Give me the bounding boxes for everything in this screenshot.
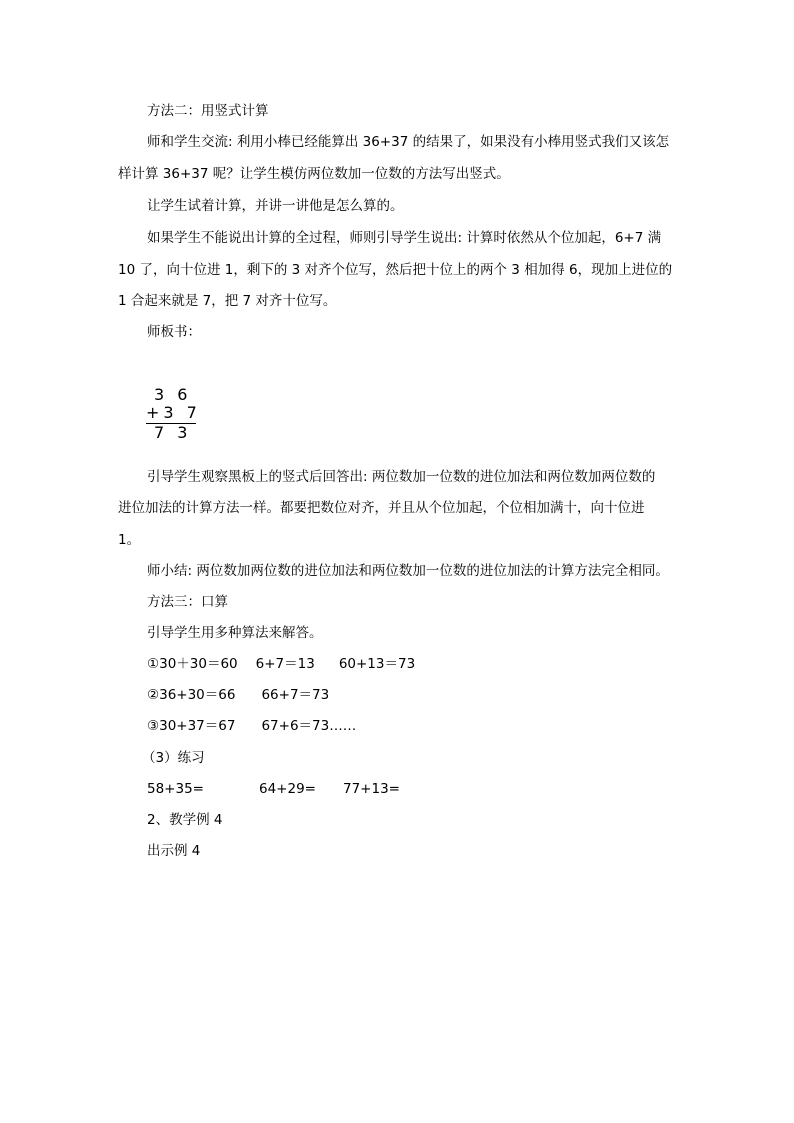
algorithm-row-1 [147,654,415,674]
algorithm-2-step-b: 66+7＝73 [261,687,330,703]
paragraph-1-line-2: 样计算 36+37 呢？让学生模仿两位数加一位数的方法写出竖式。 [118,166,510,182]
practice-heading: （3）练习 [142,750,205,766]
vertical-calculation [146,386,206,446]
exercise-2: 64+29= [259,781,316,797]
paragraph-3-line-1: 如果学生不能说出计算的全过程，师则引导学生说出: 计算时依然从个位加起，6+7 满 [147,230,662,246]
paragraph-4-line-1: 引导学生观察黑板上的竖式后回答出: 两位数加一位数的进位加法和两位数加两位数的 [147,469,656,485]
algorithm-1-step-b: 6+7＝13 [255,656,315,672]
algorithm-2-step-a: ②36+30＝66 [147,687,236,703]
paragraph-1-line-1: 师和学生交流: 利用小棒已经能算出 36+37 的结果了，如果没有小棒用竖式我们又该怎 [147,134,670,150]
algorithm-1-step-a: ①30＋30＝60 [147,656,238,672]
paragraph-4-line-3: 1。 [118,532,141,548]
method2-heading: 方法二：用竖式计算 [147,103,269,119]
paragraph-3-line-3: 1 合起来就是 7，把 7 对齐十位写。 [118,293,337,309]
method3-heading: 方法三：口算 [147,594,228,610]
vertical-calc-row-2: +3 7 [146,403,201,422]
paragraph-2: 让学生试着计算，并讲一讲他是怎么算的。 [147,198,404,214]
algorithm-3-step-b: 67+6＝73…… [261,718,357,734]
exercise-3: 77+13= [343,781,400,797]
algorithm-row-3 [147,716,356,736]
board-label: 师板书： [147,324,201,340]
paragraph-4-line-2: 进位加法的计算方法一样。都要把数位对齐，并且从个位加起，个位相加满十，向十位进 [118,500,645,516]
example-4-show: 出示例 4 [147,843,201,859]
teacher-summary: 师小结: 两位数加两位数的进位加法和两位数加一位数的进位加法的计算方法完全相同。 [147,563,669,579]
example-4-heading: 2、教学例 4 [147,812,223,828]
vertical-calc-result: 7 3 [154,423,192,442]
exercise-1: 58+35= [147,781,204,797]
paragraph-5: 引导学生用多种算法来解答。 [147,625,323,641]
algorithm-3-step-a: ③30+37＝67 [147,718,236,734]
algorithm-1-step-c: 60+13＝73 [338,656,416,672]
algorithm-row-2 [147,685,329,705]
vertical-calc-row-1: 3 6 [154,385,192,404]
paragraph-3-line-2: 10 了，向十位进 1，剩下的 3 对齐个位写，然后把十位上的两个 3 相加得 6，现加上进位的 [118,262,673,278]
